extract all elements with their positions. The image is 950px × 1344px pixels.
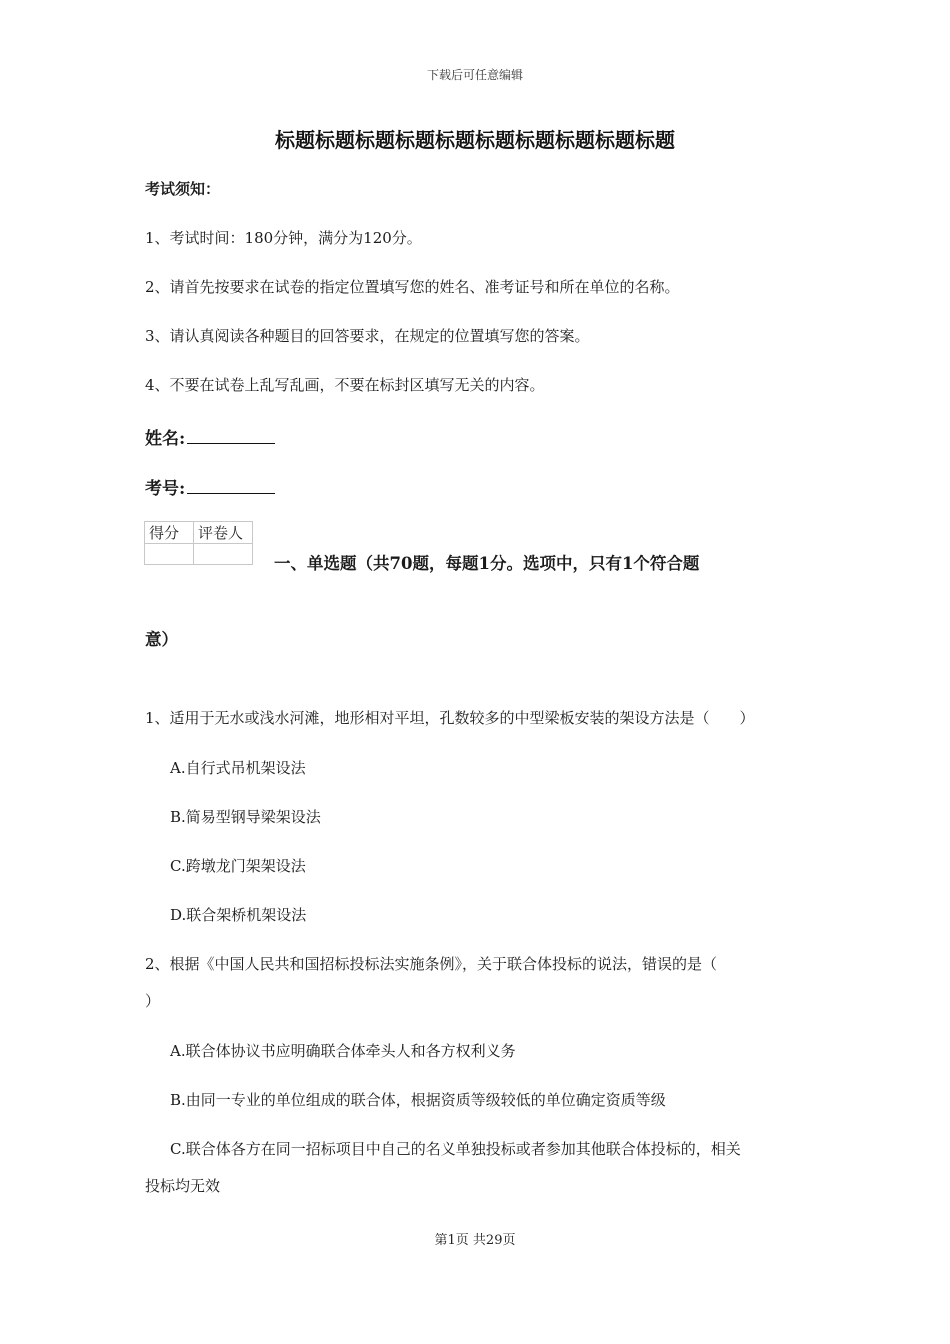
page-footer: 第1页 共29页	[434, 1233, 516, 1248]
score-header: 得分	[145, 522, 194, 544]
name-blank[interactable]	[187, 429, 275, 444]
section-title-continued: 意）	[145, 630, 178, 649]
question-2-option-a: A.联合体协议书应明确联合体牵头人和各方权利义务	[170, 1042, 516, 1060]
score-cell[interactable]	[145, 544, 194, 565]
notice-rule-3: 3、请认真阅读各种题目的回答要求，在规定的位置填写您的答案。	[145, 327, 590, 345]
question-1-option-c: C.跨墩龙门架架设法	[170, 857, 306, 875]
notice-heading: 考试须知：	[145, 180, 221, 198]
id-field	[145, 474, 275, 499]
header-note: 下载后可任意编辑	[426, 68, 523, 82]
question-1-option-b: B.简易型钢导梁架设法	[170, 808, 321, 826]
score-table-blank-row	[145, 544, 253, 565]
document-title: 标题标题标题标题标题标题标题标题标题标题	[275, 128, 675, 152]
question-2-option-c: C.联合体各方在同一招标项目中自己的名义单独投标或者参加其他联合体投标的，相关	[170, 1140, 741, 1158]
grader-header: 评卷人	[194, 522, 253, 544]
question-2-option-b: B.由同一专业的单位组成的联合体，根据资质等级较低的单位确定资质等级	[170, 1091, 666, 1109]
notice-rule-1: 1、考试时间：180分钟，满分为120分。	[145, 229, 422, 247]
question-2-continued: ）	[145, 992, 161, 1010]
question-1-option-d: D.联合架桥机架设法	[170, 906, 307, 924]
notice-rule-4: 4、不要在试卷上乱写乱画，不要在标封区填写无关的内容。	[145, 376, 545, 394]
section-title: 一、单选题（共70题，每题1分。选项中，只有1个符合题	[274, 554, 700, 573]
name-label: 姓名:	[145, 429, 186, 449]
id-blank[interactable]	[187, 479, 275, 494]
notice-rule-2: 2、请首先按要求在试卷的指定位置填写您的姓名、准考证号和所在单位的名称。	[145, 278, 680, 296]
question-1-option-a: A.自行式吊机架设法	[170, 759, 306, 777]
question-2-option-c-continued: 投标均无效	[145, 1177, 221, 1195]
name-field	[145, 424, 275, 449]
question-2: 2、根据《中国人民共和国招标投标法实施条例》，关于联合体投标的说法，错误的是（	[145, 955, 718, 973]
question-1: 1、适用于无水或浅水河滩，地形相对平坦，孔数较多的中型梁板安装的架设方法是（ ）	[145, 709, 755, 727]
id-label: 考号:	[145, 479, 186, 499]
score-table-header-row	[145, 522, 253, 544]
grader-cell[interactable]	[194, 544, 253, 565]
score-table	[144, 521, 253, 565]
